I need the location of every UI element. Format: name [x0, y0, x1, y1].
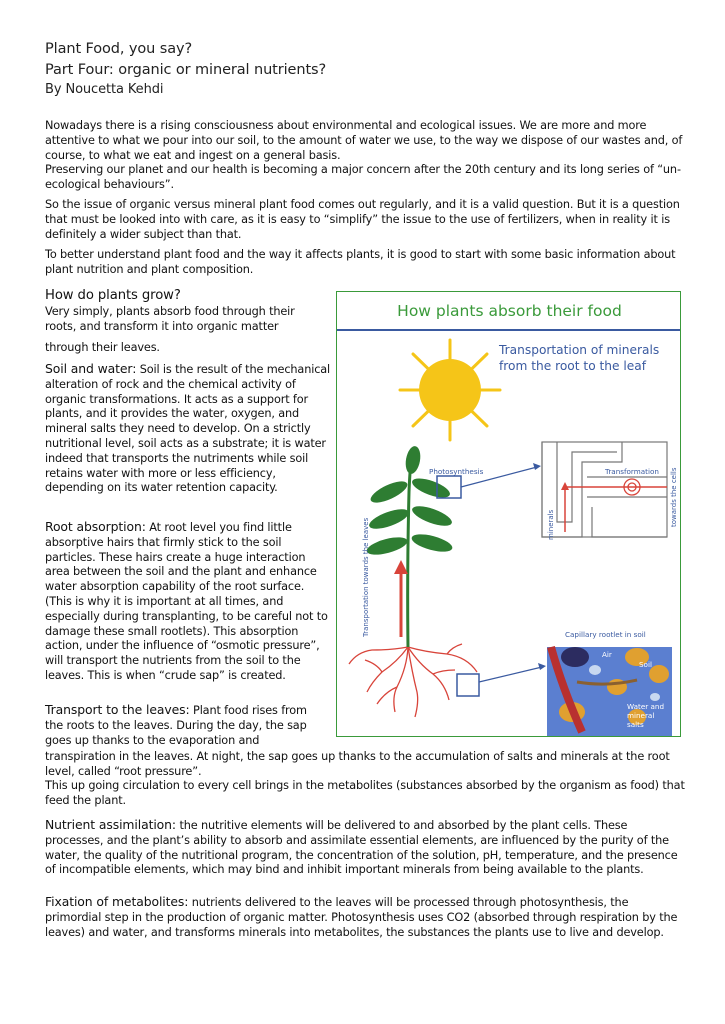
- section-heading-fixation: Fixation of metabolites:: [45, 894, 189, 909]
- figure-title: How plants absorb their food: [397, 302, 622, 320]
- soil-text: Soil is the result of the mechanical alteration of rock and the chemical activity of organic transformations. It acts as a support for plants, and it provides the water, oxygen, and mineral salts they need to develop. On a strictly nutritional level, soil acts as a substrate; it is water indeed that transports the nutriments while soil retains water with more or less efficiency, depending on its water retention capacity.: [45, 363, 331, 495]
- cell-diagram: [542, 442, 667, 537]
- label-minerals: minerals: [547, 509, 555, 540]
- label-air: Air: [602, 650, 612, 659]
- stem-icon: [408, 452, 412, 647]
- soil-section: [45, 362, 330, 496]
- intro-paragraph-3: So the issue of organic versus mineral plant food comes out regularly, and it is a valid question. But it is a question that must be looked into with care, as it is easy to “simplify” the issue to the use of fertilizers, when in reality it is definitely a wider subject than that.: [45, 198, 680, 241]
- intro-paragraph-4: To better understand plant food and the way it affects plants, it is good to start with some basic information about plant nutrition and plant composition.: [45, 248, 676, 276]
- plant-illustration: [337, 292, 680, 736]
- label-transport-leaves: Transportation towards the leaves: [362, 517, 370, 637]
- label-water-salts: Water and mineral salts: [627, 702, 665, 729]
- intro-paragraph-1: Nowadays there is a rising consciousness about environmental and ecological issues. We are more and more attentive to what we pour into our soil, to the amount of water we use, to the way we dispose of our wastes and, of course, to what we eat and ingest on a general basis.: [45, 119, 683, 162]
- transport-text-2: transpiration in the leaves. At night, the sap goes up thanks to the accumulation of salts and minerals at the root level, called “root pressure”.: [45, 750, 670, 778]
- label-transformation: Transformation: [605, 467, 659, 476]
- transport-text-3: This up going circulation to every cell brings in the metabolites (substances absorbed by the organism as food) that feed the plant.: [45, 779, 685, 807]
- label-photosynthesis: Photosynthesis: [429, 467, 484, 476]
- root-section: [45, 520, 328, 684]
- root-detail-box: [457, 674, 479, 696]
- section-heading-soil: Soil and water:: [45, 361, 137, 376]
- fixation-text: nutrients delivered to the leaves will be processed through photosynthesis, the primordial step in the production of organic matter. Photosynthesis uses CO2 (absorbed through respiration by the leaves) and water, and transforms minerals into metabolites, the substances the plants use to live and develop.: [45, 896, 678, 939]
- page-title: Plant Food, you say?: [45, 41, 193, 57]
- label-towards-cells: towards the cells: [670, 467, 678, 527]
- fixation-section: [45, 895, 685, 940]
- label-capillary: Capillary rootlet in soil: [565, 630, 646, 639]
- label-soil: Soil: [639, 660, 652, 669]
- plant-absorption-figure: [336, 291, 681, 737]
- section-heading-transport: Transport to the leaves:: [45, 702, 190, 717]
- roots-icon: [349, 644, 477, 717]
- assimilation-text: the nutritive elements will be delivered to and absorbed by the plant cells. These processes, and the plant’s ability to absorb and assimilate essential elements, are influenced by the purity of the water, the quality of the nutritional program, the concentration of the solution, pH, temperature, and the presence of incompatible elements, which may bind and inhibit important minerals from being available to the plants.: [45, 819, 678, 877]
- sun-icon: [400, 340, 500, 440]
- page-subtitle: Part Four: organic or mineral nutrients?: [45, 62, 327, 78]
- transport-text-1: Plant food rises from the roots to the leaves. During the day, the sap goes up thanks to the evaporation and: [45, 704, 307, 747]
- section-heading-root: Root absorption:: [45, 519, 146, 534]
- root-text: At root level you find little absorptive hairs that firmly stick to the soil particles. These hairs create a huge interaction area between the soil and the plant and enhance water absorption capability of the root surface. (This is why it is important at all times, and especially during transplanting, to be careful not to damage these small rootlets). This absorption action, under the influence of “osmotic pressure”, will transport the nutrients from the soil to the leaves. This is when “crude sap” is created.: [45, 521, 328, 682]
- section-heading-assimilation: Nutrient assimilation:: [45, 817, 176, 832]
- transport-section: [45, 703, 325, 748]
- section-heading-grow: How do plants grow?: [45, 288, 181, 303]
- transport-arrow-icon: [394, 560, 408, 637]
- figure-subtitle: Transportation of minerals from the root to the leaf: [499, 343, 660, 373]
- intro-paragraph-2: Preserving our planet and our health is becoming a major concern after the 20th century and its long series of “un-ecological behaviours”.: [45, 163, 681, 191]
- author-byline: By Noucetta Kehdi: [45, 82, 164, 97]
- grow-text: Very simply, plants absorb food through their roots, and transform it into organic matter: [45, 305, 295, 333]
- assimilation-section: [45, 818, 685, 878]
- grow-text-cont: through their leaves.: [45, 341, 160, 354]
- transformation-arrow-icon: [561, 479, 667, 532]
